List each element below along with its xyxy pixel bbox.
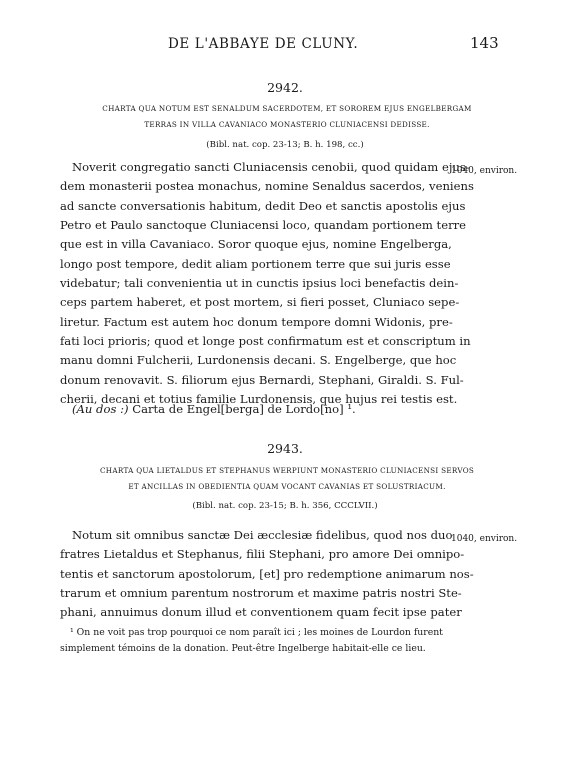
text-line: videbatur; tali convenientia ut in cunctis ipsius loci benefactis dein- xyxy=(60,276,459,291)
running-title: DE L'ABBAYE DE CLUNY. xyxy=(168,36,359,52)
footnote-line: ¹ On ne voit pas trop pourquoi ce nom paraît ici ; les moines de Lourdon furent xyxy=(70,627,443,638)
charter-title-line: CHARTA QUA NOTUM EST SENALDUM SACERDOTEM, ET SOROREM EJUS ENGELBERGAM xyxy=(102,104,472,113)
endorsement-label: (Au dos :) xyxy=(72,402,129,416)
page-number: 143 xyxy=(470,34,499,52)
text-line: longo post tempore, dedit aliam portionem terre que sui juris esse xyxy=(60,256,451,271)
text-line: cherii, decani et totius familie Lurdonensis, que hujus rei testis est. xyxy=(60,392,458,407)
text-line: Notum sit omnibus sanctæ Dei æcclesiæ fidelibus, quod nos duo xyxy=(72,528,453,542)
text-line: ad sancte conversationis habitum, dedit Deo et sanctis apostolis ejus xyxy=(60,198,466,213)
text-line: fratres Lietaldus et Stephanus, filii Stephani, pro amore Dei omnipo- xyxy=(60,547,465,562)
margin-date: 1040, environ. xyxy=(451,166,518,176)
charter-text xyxy=(60,526,474,623)
text-line: Petro et Paulo sanctoque Cluniacensi loco, quandam portionem terre xyxy=(60,218,467,233)
text-line: phani, annuimus donum illud et conventionem quam fecit ipse pater xyxy=(60,605,462,620)
text-line: fati loci prioris; quod et longe post confirmatum est et conscriptum in xyxy=(60,334,471,349)
charter-title-line: TERRAS IN VILLA CAVANIACO MONASTERIO CLUNIACENSI DEDISSE. xyxy=(144,120,430,129)
charter-title xyxy=(100,463,474,495)
charter-title xyxy=(100,101,474,133)
margin-date: 1040, environ. xyxy=(451,534,518,544)
charter-text xyxy=(60,158,474,409)
source-reference: (Bibl. nat. cop. 23-13; B. h. 198, cc.) xyxy=(206,140,364,150)
text-line: liretur. Factum est autem hoc donum tempore domni Widonis, pre- xyxy=(60,314,453,329)
text-line: donum renovavit. S. filiorum ejus Bernardi, Stephani, Giraldi. S. Ful- xyxy=(60,372,464,387)
charter-title-line: CHARTA QUA LIETALDUS ET STEPHANUS WERPIUNT MONASTERIO CLUNIACENSI SERVOS xyxy=(100,466,475,475)
text-line: manu domni Fulcherii, Lurdonensis decani. S. Engelberge, que hoc xyxy=(60,353,457,368)
source-reference: (Bibl. nat. cop. 23-15; B. h. 356, CCCLVII.) xyxy=(192,501,378,511)
endorsement-text: Carta de Engel[berga] de Lordo[no] ¹. xyxy=(128,402,356,416)
footnote xyxy=(60,625,443,657)
charter-number: 2942. xyxy=(267,80,303,95)
charter-title-line: ET ANCILLAS IN OBEDIENTIA QUAM VOCANT CAVANIAS ET SOLUSTRIACUM. xyxy=(128,482,446,491)
charter-number: 2943. xyxy=(267,441,303,456)
text-line: que est in villa Cavaniaco. Soror quoque ejus, nomine Engelberga, xyxy=(60,237,452,252)
endorsement xyxy=(72,402,356,416)
text-line: Noverit congregatio sancti Cluniacensis cenobii, quod quidam ejus- xyxy=(72,160,470,174)
text-line: tentis et sanctorum apostolorum, [et] pro redemptione animarum nos- xyxy=(60,566,474,581)
text-line: trarum et omnium parentum nostrorum et maxime patris nostri Ste- xyxy=(60,586,462,601)
text-line: dem monasterii postea monachus, nomine Senaldus sacerdos, veniens xyxy=(60,179,474,194)
text-line: ceps partem haberet, et post mortem, si fieri posset, Cluniaco sepe- xyxy=(60,295,460,310)
footnote-line: simplement témoins de la donation. Peut-être Ingelberge habitait-elle ce lieu. xyxy=(60,643,426,654)
